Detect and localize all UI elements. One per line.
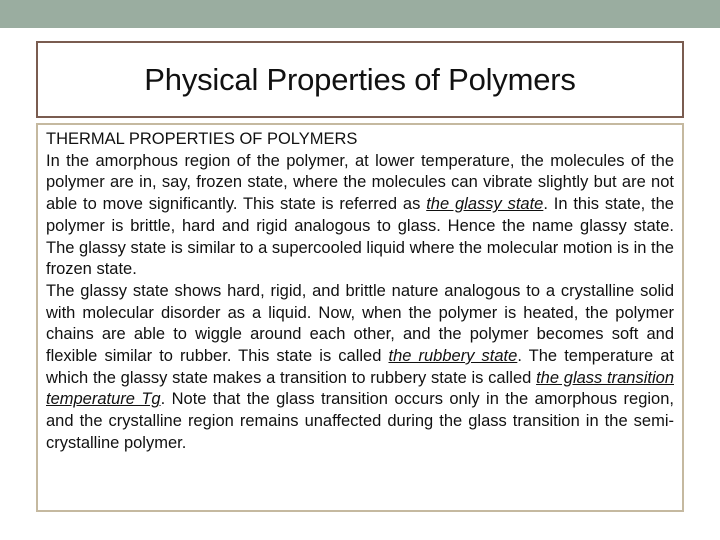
paragraph-text: In the amorphous region of the polymer, at lower temperature, the molecules of the polymer are in, say, frozen state, where the molecules can vibrate slightly but are not able to move significantly. This state is referred as xyxy=(46,151,674,214)
paragraph-glassy-state xyxy=(46,151,674,281)
title-box xyxy=(36,41,684,118)
top-accent-band xyxy=(0,0,720,28)
paragraph-text: . In this state, the polymer is brittle, hard and rigid analogous to glass. Hence the name glassy state. The glassy state is similar to a supercooled liquid where the molecular motion is in the frozen state. xyxy=(46,195,674,279)
term-glassy-state: the glassy state xyxy=(426,195,544,214)
paragraph-text: . The temperature at which the glassy state makes a transition to rubbery state is called xyxy=(46,347,674,387)
paragraph-text: The glassy state shows hard, rigid, and brittle nature analogous to a crystalline solid with molecular disorder as a liquid. Now, when the polymer is heated, the polymer chains are able to wiggle around each other, and the polymer becomes soft and flexible similar to rubber. This state is called xyxy=(46,281,674,366)
term-rubbery-state: the rubbery state xyxy=(388,347,518,366)
content-box xyxy=(36,123,684,512)
section-heading: THERMAL PROPERTIES OF POLYMERS xyxy=(46,130,358,148)
term-glass-transition-temperature: the glass transition temperature Tg xyxy=(46,368,674,409)
slide-title: Physical Properties of Polymers xyxy=(144,61,576,97)
paragraph-text: . Note that the glass transition occurs only in the amorphous region, and the crystalline region remains unaffected during the glass transition in the semi-crystalline polymer. xyxy=(46,390,674,452)
paragraph-rubbery-state xyxy=(46,281,674,455)
